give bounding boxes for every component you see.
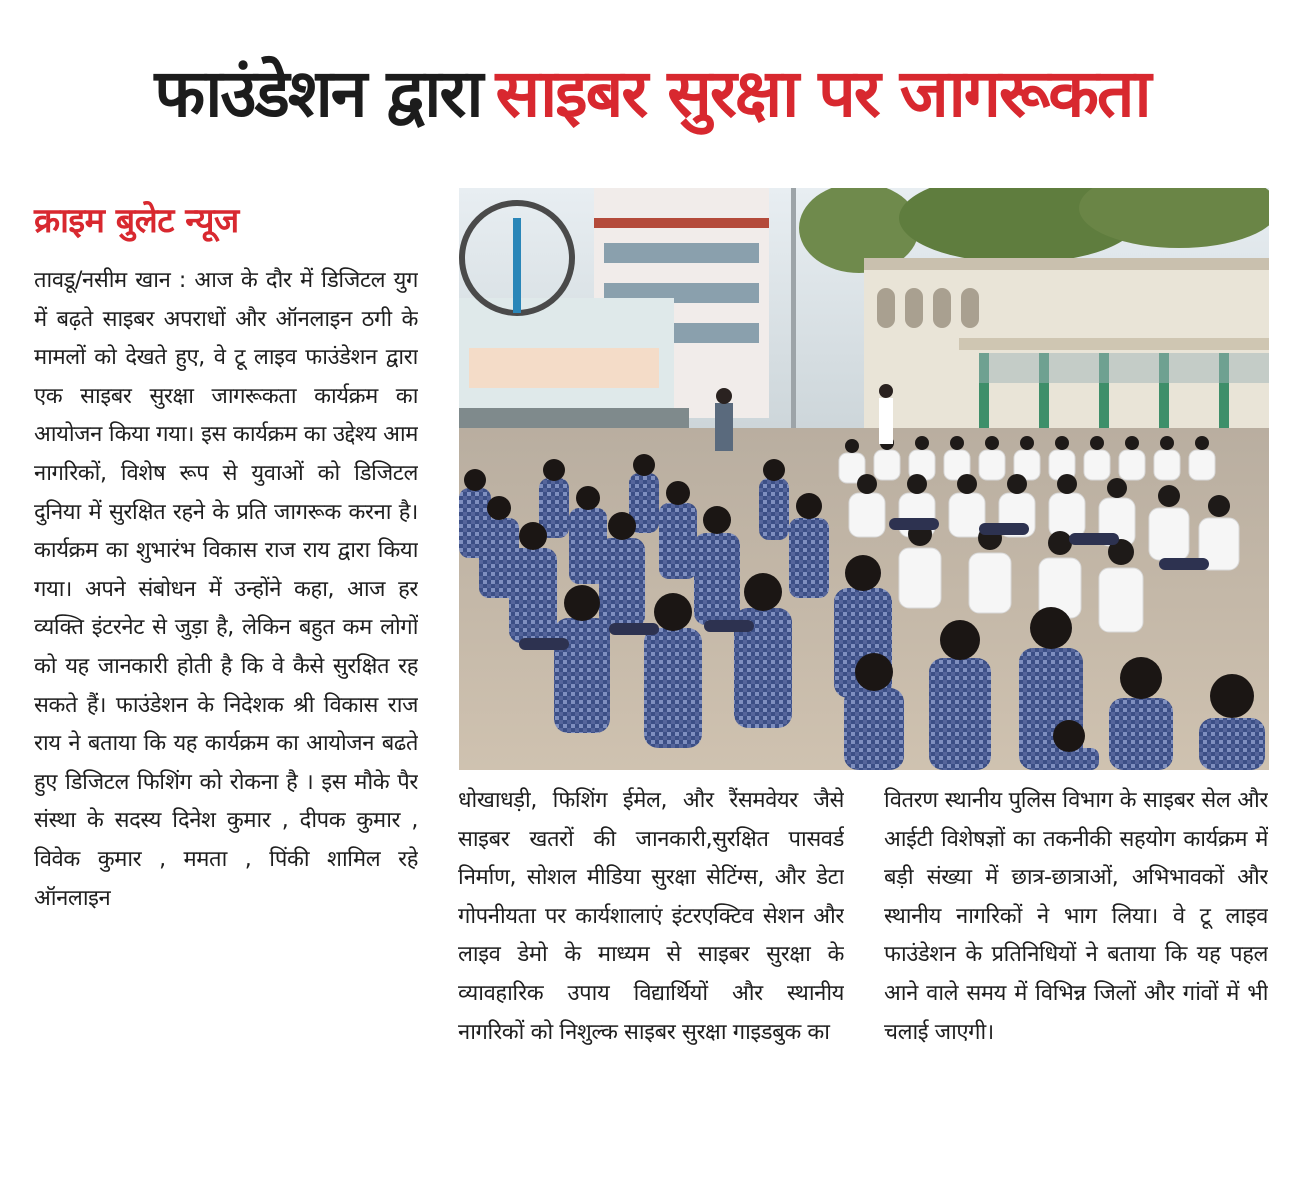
photo-students-seated-ground [459,188,1269,770]
headline-red-part: साइबर सुरक्षा पर जागरूकता [495,55,1150,132]
article-column-2: धोखाधड़ी, फिशिंग ईमेल, और रैंसमवेयर जैसे साइबर खतरों की जानकारी,सुरक्षित पासवर्ड निर्माण, सोशल मीडिया सुरक्षा सेटिंग्स, और डेटा गोपनीयता पर कार्यशालाएं इंटरएक्टिव सेशन और लाइव डेमो के माध्यम से साइबर सुरक्षा के व्यावहारिक उपाय विद्यार्थियों और स्थानीय नागरिकों को निशुल्क साइबर सुरक्षा गाइडबुक का [458,788,844,1045]
article-column-3: वितरण स्थानीय पुलिस विभाग के साइबर सेल और आईटी विशेषज्ञों का तकनीकी सहयोग कार्यक्रम में बड़ी संख्या में छात्र-छात्राओं, अभिभावकों और स्थानीय नागरिकों ने भाग लिया। वे टू लाइव फाउंडेशन के प्रतिनिधियों ने बताया कि यह पहल आने वाले समय में विभिन्न जिलों और गांवों में भी चलाई जाएगी। [884,788,1268,1045]
byline: क्राइम बुलेट न्यूज [34,201,239,241]
headline [42,44,1262,144]
headline-dark-part: फाउंडेशन द्वारा [154,55,482,132]
article-column-1: तावडू/नसीम खान : आज के दौर में डिजिटल युग में बढ़ते साइबर अपराधों और ऑनलाइन ठगी के मामलों को देखते हुए, वे टू लाइव फाउंडेशन द्वारा एक साइबर सुरक्षा जागरूकता कार्यक्रम का आयोजन किया गया। इस कार्यक्रम का उद्देश्य आम नागरिकों, विशेष रूप से युवाओं को डिजिटल दुनिया में सुरक्षित रहने के प्रति जागरूक करना है। कार्यक्रम का शुभारंभ विकास राज राय द्वारा किया गया। अपने संबोधन में उन्होंने कहा, आज हर व्यक्ति इंटरनेट से जुड़ा है, लेकिन बहुत कम लोगों को यह जानकारी होती है कि वे कैसे सुरक्षित रह सकते हैं। फाउंडेशन के निदेशक श्री विकास राज राय ने बताया कि यह कार्यक्रम का आयोजन बढते हुए डिजिटल फिशिंग को रोकना है । इस मौके पैर संस्था के सदस्य दिनेश कुमार , दीपक कुमार , विवेक कुमार , ममता , पिंकी शामिल रहे ऑनलाइन [34,268,418,911]
event-photo [459,188,1269,770]
